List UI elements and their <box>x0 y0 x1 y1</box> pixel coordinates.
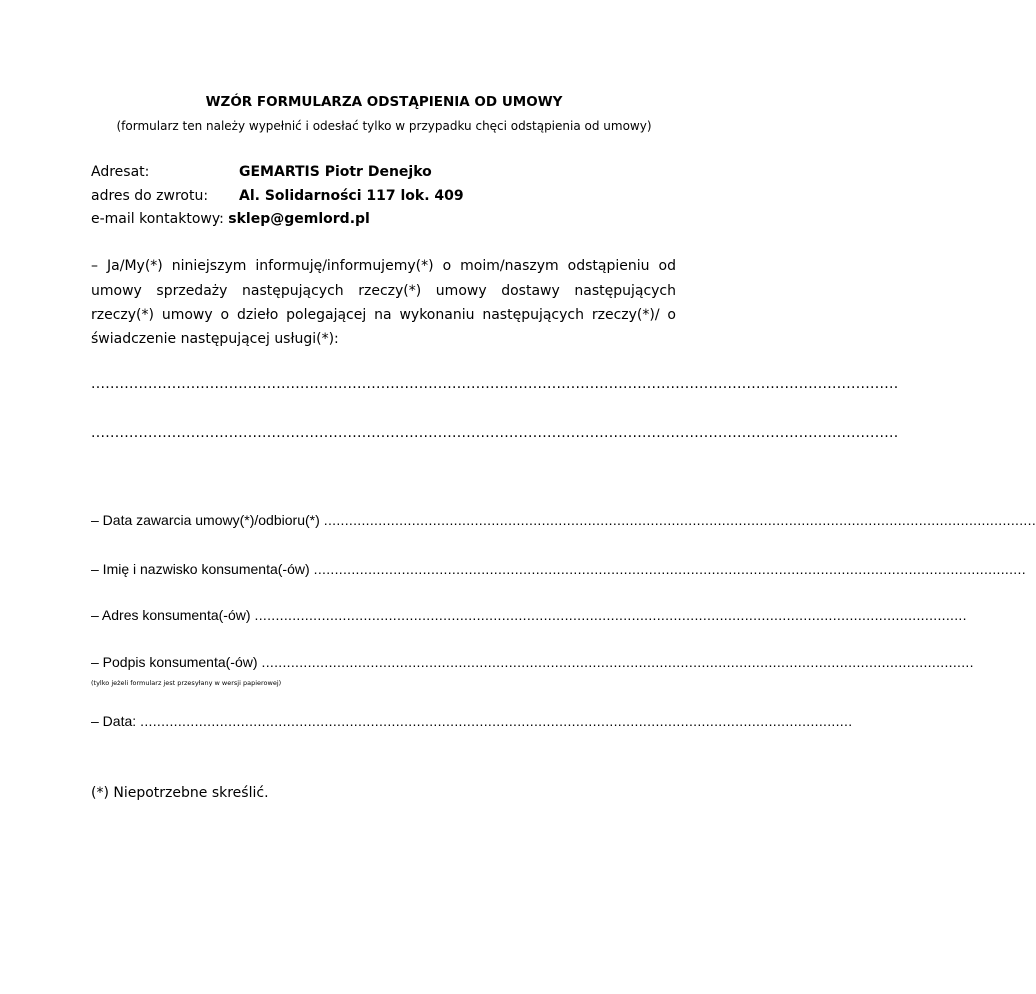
contract-date-label: – Data zawarcia umowy(*)/odbioru(*) <box>91 512 320 528</box>
date-label: – Data: <box>91 713 137 729</box>
contract-date-field[interactable] <box>91 512 1036 528</box>
goods-dotted-line-1[interactable]: .......................................................................................................................................................................... <box>91 376 899 392</box>
form-title: WZÓR FORMULARZA ODSTĄPIENIA OD UMOWY <box>205 94 563 110</box>
consumer-signature-dots[interactable]: .......................................................................................................................................................................... <box>261 654 974 670</box>
goods-dotted-line-2[interactable]: .......................................................................................................................................................................... <box>91 425 899 441</box>
footnote: (*) Niepotrzebne skreślić. <box>91 785 269 801</box>
consumer-address-label: – Adres konsumenta(-ów) <box>91 607 251 623</box>
consumer-name-label: – Imię i nazwisko konsumenta(-ów) <box>91 561 310 577</box>
consumer-name-dots[interactable]: .......................................................................................................................................................................... <box>313 561 1026 577</box>
addressee-value: GEMARTIS Piotr Denejko <box>239 164 432 180</box>
consumer-name-field[interactable] <box>91 561 1026 577</box>
statement-line-1: – Ja/My(*) niniejszym informuję/informujemy(*) o moim/naszym odstąpieniu od <box>91 258 676 274</box>
statement-line-4: świadczenie następującej usługi(*): <box>91 331 339 347</box>
date-field[interactable] <box>91 713 853 729</box>
email-label: e-mail kontaktowy: <box>91 211 224 227</box>
addressee-label: Adresat: <box>91 164 150 180</box>
signature-note: (tylko jeżeli formularz jest przesyłany w wersji papierowej) <box>91 679 282 687</box>
consumer-signature-label: – Podpis konsumenta(-ów) <box>91 654 258 670</box>
consumer-address-dots[interactable]: .......................................................................................................................................................................... <box>254 607 967 623</box>
form-subtitle: (formularz ten należy wypełnić i odesłać tylko w przypadku chęci odstąpienia od umowy) <box>116 119 652 133</box>
return-address-label: adres do zwrotu: <box>91 188 209 204</box>
return-address-value: Al. Solidarności 117 lok. 409 <box>239 188 464 204</box>
date-dots[interactable]: .......................................................................................................................................................................... <box>140 713 853 729</box>
email-value: sklep@gemlord.pl <box>228 211 370 227</box>
contract-date-dots[interactable]: .......................................................................................................................................................................... <box>323 512 1036 528</box>
statement-line-3: rzeczy(*) umowy o dzieło polegającej na wykonaniu następujących rzeczy(*)/ o <box>91 307 676 323</box>
consumer-address-field[interactable] <box>91 607 967 623</box>
email-line <box>91 211 370 227</box>
statement-line-2: umowy sprzedaży następujących rzeczy(*) umowy dostawy następujących <box>91 283 676 299</box>
consumer-signature-field[interactable] <box>91 654 974 670</box>
